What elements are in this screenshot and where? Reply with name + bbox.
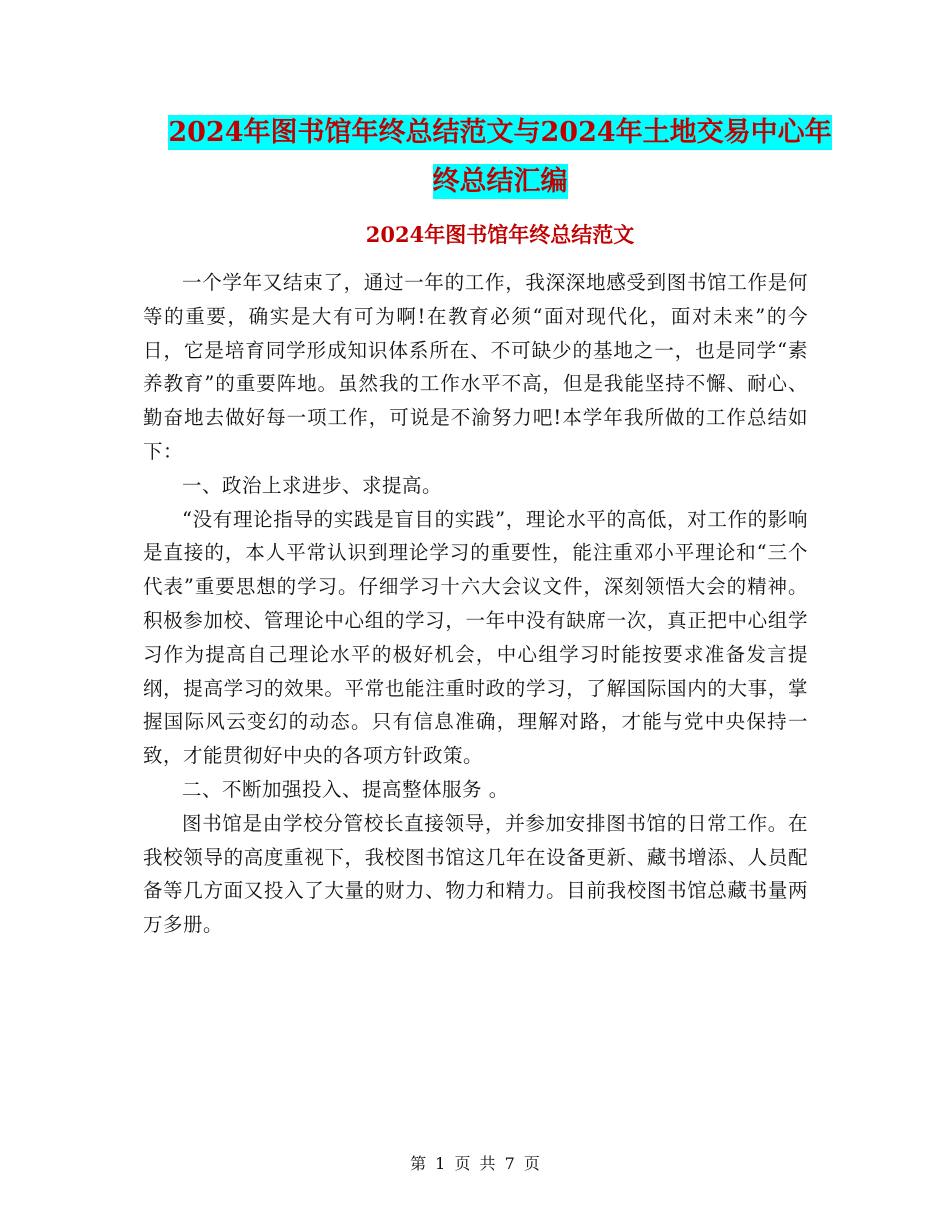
paragraph-library: 图书馆是由学校分管校长直接领导，并参加安排图书馆的日常工作。在我校领导的高度重视下，我校图书馆这几年在设备更新、藏书增添、人员配备等几方面又投入了大量的财力、物力和精力。目前我校图书馆总藏书量两万多册。 xyxy=(143,811,808,937)
section-heading: 2024年图书馆年终总结范文 xyxy=(365,222,635,247)
paragraph-heading-1: 一、政治上求进步、求提高。 xyxy=(182,473,443,497)
document-title-line-2: 终总结汇编 xyxy=(432,166,568,197)
paragraph-politics: “没有理论指导的实践是盲目的实践”，理论水平的高低，对工作的影响是直接的，本人平常认识到理论学习的重要性，能注重邓小平理论和“三个代表”重要思想的学习。仔细学习十六大会议文件，深刻领悟大会的精神。积极参加校、管理论中心组的学习，一年中没有缺席一次，真正把中心组学习作为提高自己理论水平的极好机会，中心组学习时能按要求准备发言提纲，提高学习的效果。平常也能注重时政的学习，了解国际国内的大事，掌握国际风云变幻的动态。只有信息准确，理解对路，才能与党中央保持一致，才能贯彻好中央的各项方针政策。 xyxy=(143,507,808,768)
document-body xyxy=(143,266,808,942)
paragraph-intro: 一个学年又结束了，通过一年的工作，我深深地感受到图书馆工作是何等的重要，确实是大有可为啊!在教育必须“面对现代化，面对未来”的今日，它是培育同学形成知识体系所在、不可缺少的基地之一，也是同学“素养教育”的重要阵地。虽然我的工作水平不高，但是我能坚持不懈、耐心、勤奋地去做好每一项工作，可说是不渝努力吧!本学年我所做的工作总结如下： xyxy=(143,271,808,463)
paragraph-heading-2: 二、不断加强投入、提高整体服务 。 xyxy=(182,777,509,801)
document-title xyxy=(140,108,860,206)
page-number-footer: 第 1 页 共 7 页 xyxy=(410,1154,540,1173)
document-title-line-1: 2024年图书馆年终总结范文与2024年土地交易中心年 xyxy=(168,117,832,148)
